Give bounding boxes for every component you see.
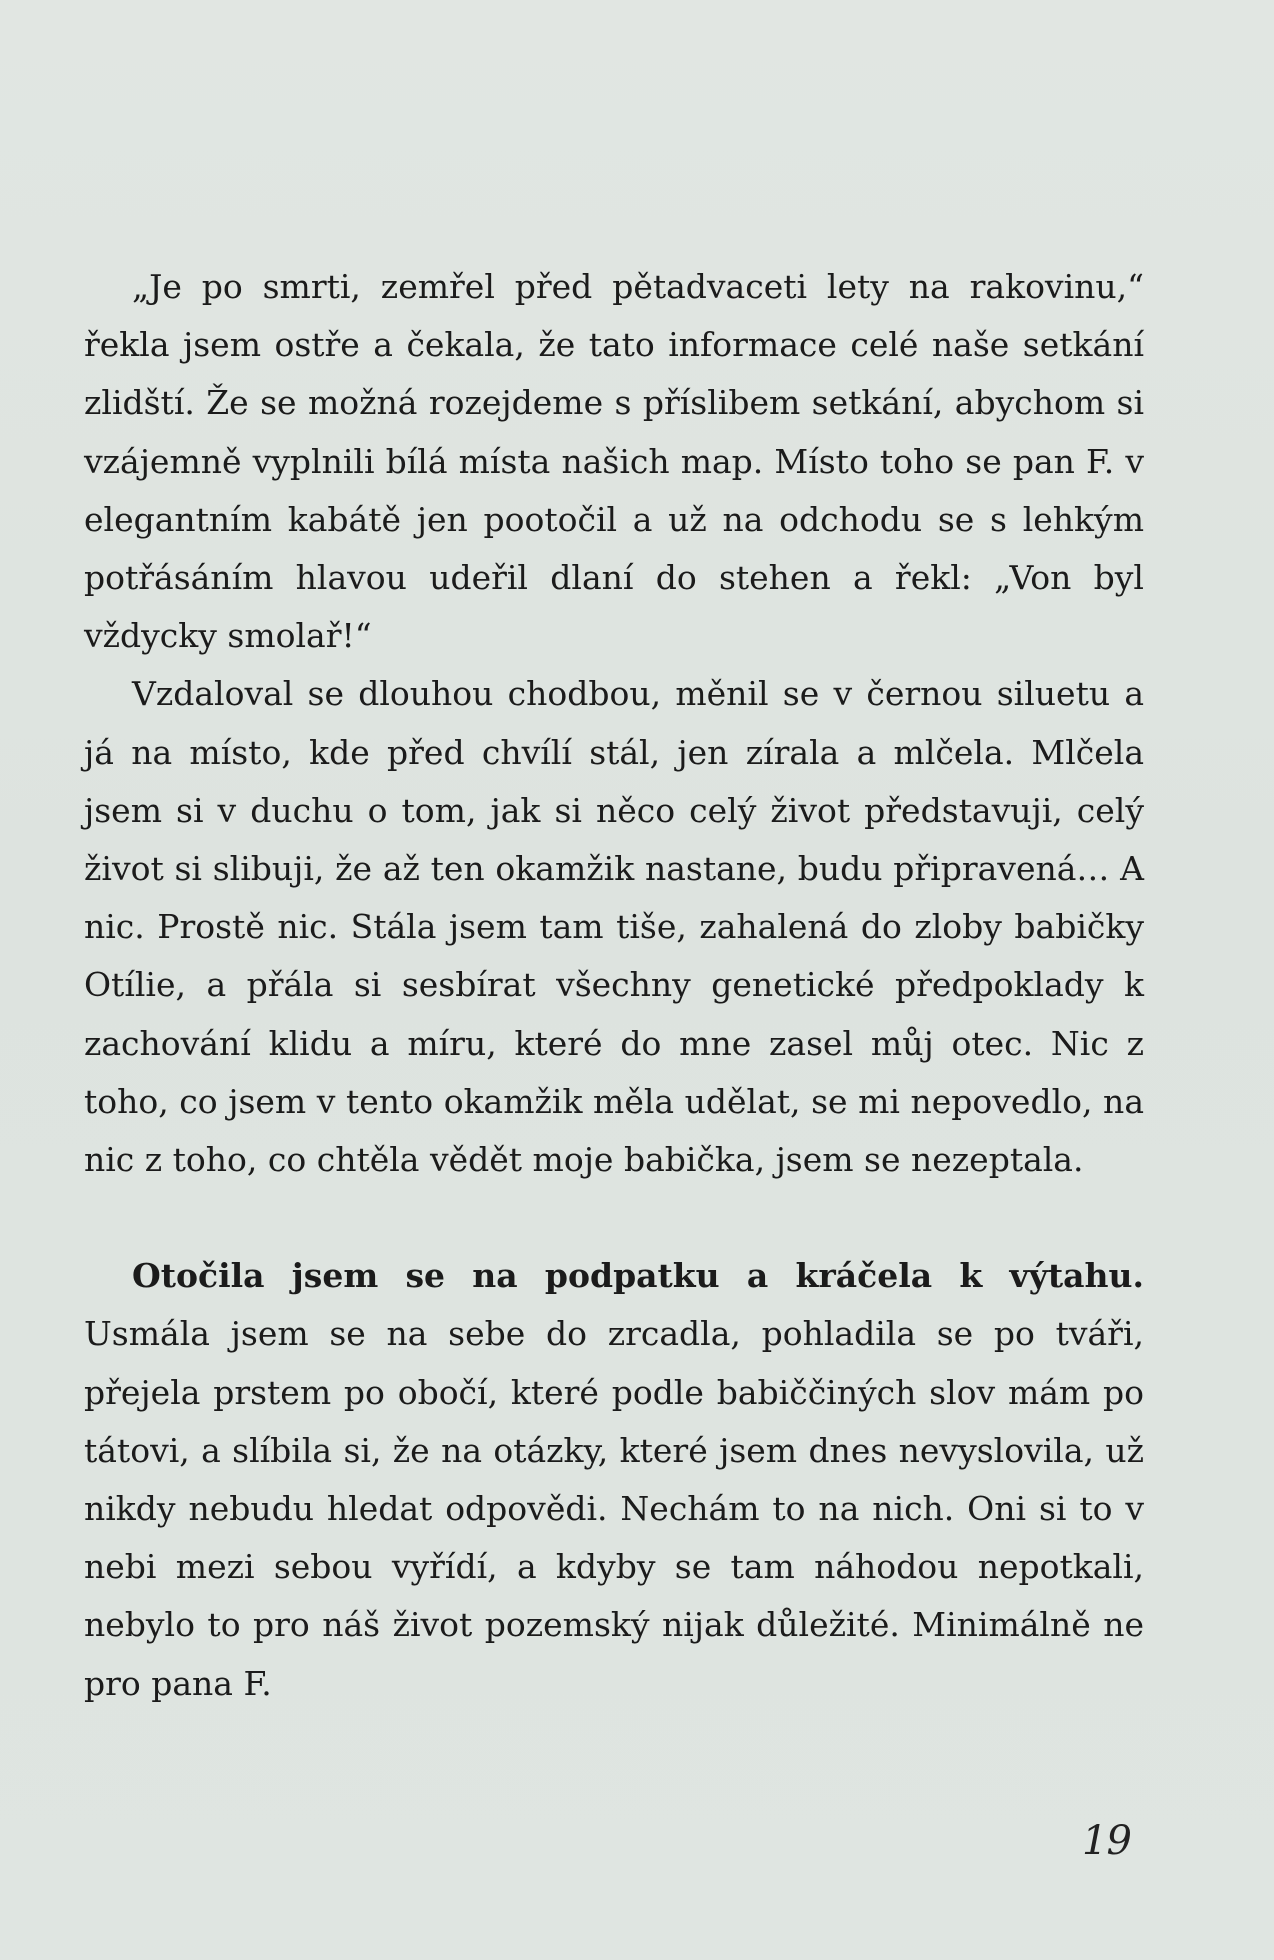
page-number: 19 [1082,1818,1131,1864]
paragraph-3-text: Usmála jsem se na sebe do zrcadla, pohladila se po tváři, přejela prstem po obočí, které podle babiččiných slov mám po tátovi, a slíbila si, že na otázky, které jsem dnes nevyslovila, už nikdy nebudu hledat odpovědi. Nechám to na nich. Oni si to v nebi mezi sebou vyřídí, a kdyby se tam náhodou nepotkali, nebylo to pro náš život pozemský nijak důležité. Minimálně ne pro pana F. [84,1314,1144,1703]
paragraph-3-lead: Otočila jsem se na podpatku a kráčela k výtahu. [132,1256,1144,1296]
paragraph-3 [84,1247,1144,1713]
section-break [84,1189,1144,1247]
paragraph-2: Vzdaloval se dlouhou chodbou, měnil se v černou siluetu a já na místo, kde před chvílí stál, jen zírala a mlčela. Mlčela jsem si v duchu o tom, jak si něco celý život představuji, celý život si slibuji, že až ten okamžik nastane, budu připravená… A nic. Prostě nic. Stála jsem tam tiše, zahalená do zloby babičky Otílie, a přála si sesbírat všechny genetické předpoklady k zachování klidu a míru, které do mne zasel můj otec. Nic z toho, co jsem v tento okamžik měla udělat, se mi nepovedlo, na nic z toho, co chtěla vědět moje babička, jsem se nezeptala. [84,674,1144,1180]
paragraph-1: „Je po smrti, zemřel před pětadvaceti lety na rakovinu,“ řekla jsem ostře a čekala, že tato informace celé naše setkání zlidští. Že se možná rozejdeme s příslibem setkání, abychom si vzájemně vyplnili bílá místa našich map. Místo toho se pan F. v elegantním kabátě jen pootočil a už na odchodu se s lehkým potřásáním hlavou udeřil dlaní do stehen a řekl: „Von byl vždycky smolař!“ [84,267,1144,656]
body-text [84,258,1144,1713]
